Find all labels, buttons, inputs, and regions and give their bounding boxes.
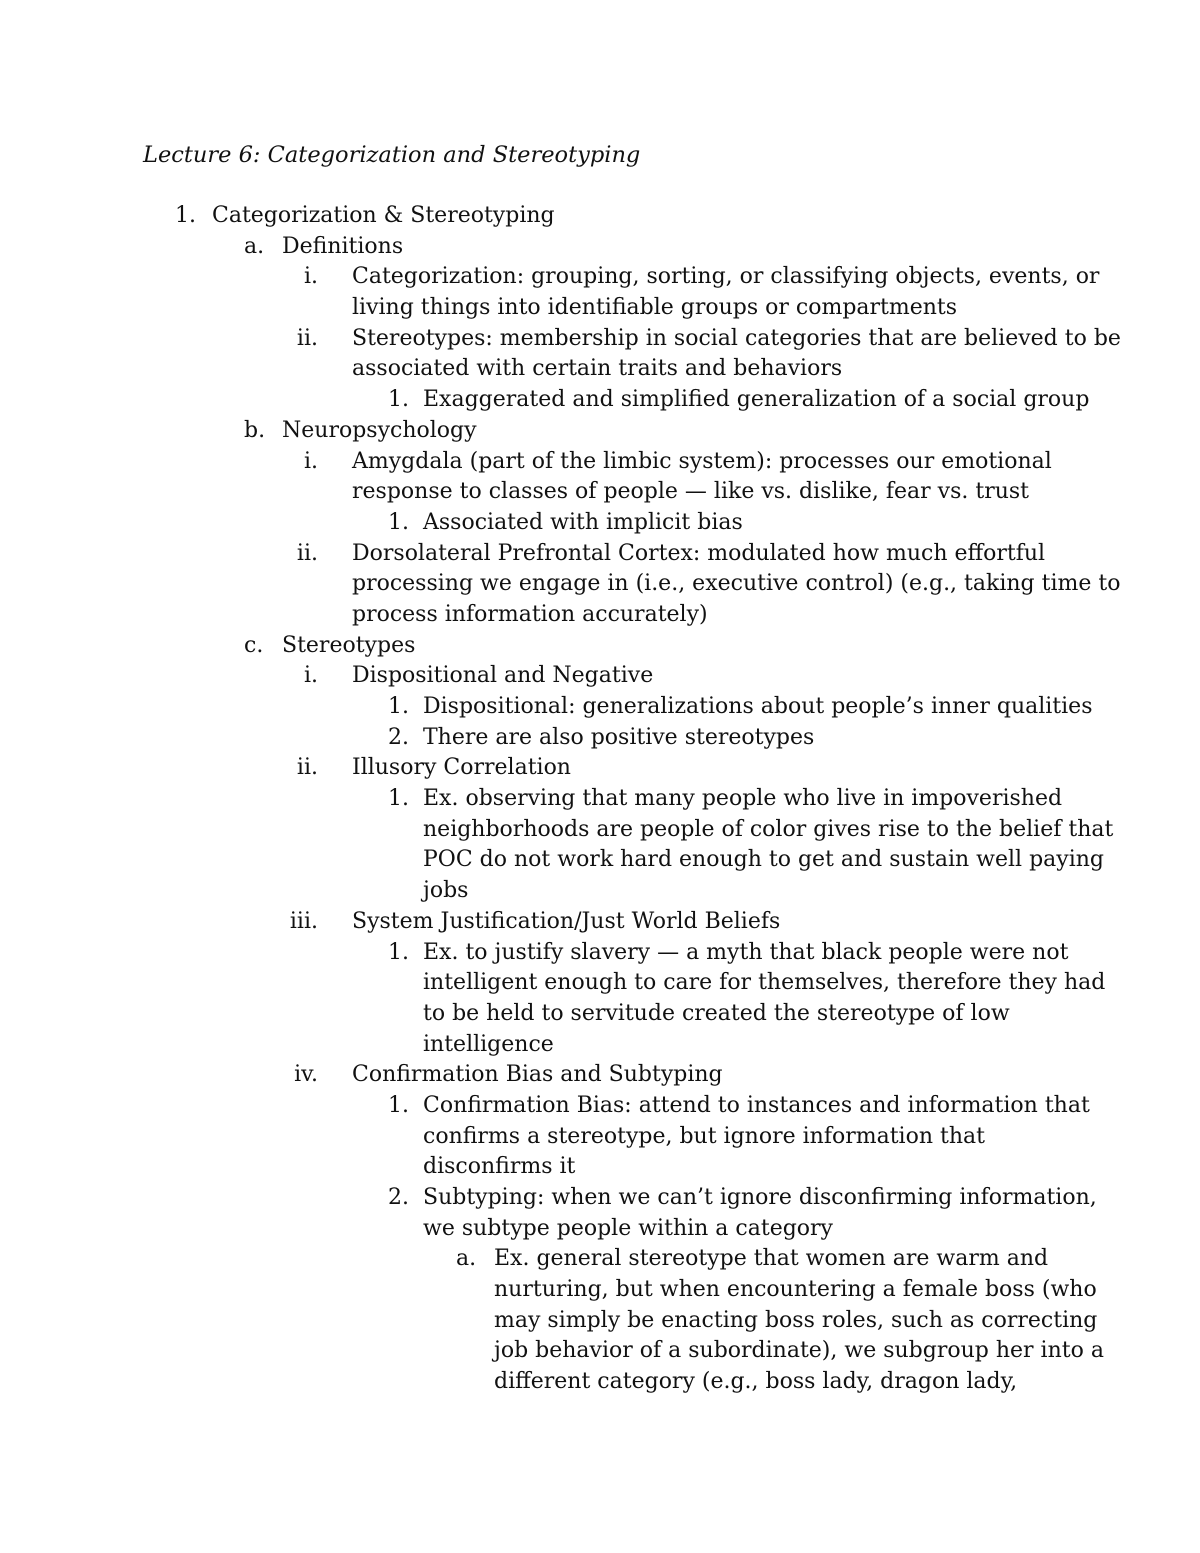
outline-text: System Justification/Just World Beliefs <box>352 908 781 934</box>
outline-line <box>0 1275 1200 1306</box>
outline-text: process information accurately) <box>352 601 708 627</box>
lecture-outline <box>0 201 1200 1398</box>
outline-text: Ex. to justify slavery — a myth that black people were not <box>423 939 1069 965</box>
outline-line <box>0 938 1200 969</box>
outline-text: processing we engage in (i.e., executive control) (e.g., taking time to <box>352 571 1121 597</box>
outline-text: different category (e.g., boss lady, dragon lady, <box>494 1369 1018 1395</box>
outline-item <box>0 1060 1200 1091</box>
outline-text: Dorsolateral Prefrontal Cortex: modulated how much effortful <box>352 540 1046 566</box>
outline-text: Definitions <box>282 233 404 259</box>
outline-text: living things into identifiable groups or compartments <box>352 295 958 321</box>
outline-line <box>0 784 1200 815</box>
outline-text: Illusory Correlation <box>352 755 571 781</box>
outline-line <box>0 569 1200 600</box>
list-marker: iii. <box>289 908 318 934</box>
outline-line <box>0 262 1200 293</box>
outline-text: There are also positive stereotypes <box>423 724 815 750</box>
outline-line <box>0 692 1200 723</box>
list-marker: 2. <box>388 724 409 750</box>
outline-line <box>0 815 1200 846</box>
document-title: Lecture 6: Categorization and Stereotyping <box>143 142 641 168</box>
outline-text: Stereotypes: membership in social categories that are believed to be <box>352 325 1121 351</box>
outline-line <box>0 1367 1200 1398</box>
outline-line <box>0 631 1200 662</box>
outline-line <box>0 907 1200 938</box>
outline-line <box>0 1183 1200 1214</box>
list-marker: ii. <box>296 540 318 566</box>
list-marker: ii. <box>296 325 318 351</box>
outline-line <box>0 845 1200 876</box>
outline-item <box>0 1244 1200 1397</box>
list-marker: i. <box>303 264 318 290</box>
outline-text: Confirmation Bias and Subtyping <box>352 1062 723 1088</box>
list-marker: i. <box>303 663 318 689</box>
outline-item <box>0 539 1200 631</box>
outline-item <box>0 416 1200 447</box>
outline-line <box>0 1336 1200 1367</box>
outline-text: jobs <box>423 878 469 904</box>
list-marker: iv. <box>294 1062 318 1088</box>
outline-line <box>0 385 1200 416</box>
outline-text: intelligent enough to care for themselves, therefore they had <box>423 970 1106 996</box>
outline-text: we subtype people within a category <box>423 1215 833 1241</box>
outline-text: nurturing, but when encountering a female boss (who <box>494 1277 1097 1303</box>
outline-text: Ex. observing that many people who live in impoverished <box>423 786 1063 812</box>
outline-text: neighborhoods are people of color gives rise to the belief that <box>423 816 1114 842</box>
outline-item <box>0 692 1200 723</box>
outline-line <box>0 661 1200 692</box>
outline-item <box>0 723 1200 754</box>
outline-text: Categorization & Stereotyping <box>212 203 555 228</box>
outline-text: Dispositional: generalizations about people’s inner qualities <box>423 694 1093 719</box>
outline-line <box>0 232 1200 263</box>
outline-line <box>0 354 1200 385</box>
list-marker: 1. <box>388 509 409 535</box>
outline-text: response to classes of people — like vs. dislike, fear vs. trust <box>352 479 1030 505</box>
outline-text: Neuropsychology <box>282 417 477 443</box>
outline-line <box>0 293 1200 324</box>
list-marker: i. <box>303 448 318 474</box>
list-marker: 1. <box>388 387 409 413</box>
outline-text: Confirmation Bias: attend to instances and information that <box>423 1092 1090 1118</box>
outline-item <box>0 1183 1200 1244</box>
outline-text: Associated with implicit bias <box>423 509 743 535</box>
list-marker: 1. <box>388 939 409 965</box>
outline-text: confirms a stereotype, but ignore information that <box>423 1123 985 1149</box>
outline-line <box>0 508 1200 539</box>
outline-text: POC do not work hard enough to get and sustain well paying <box>423 847 1104 873</box>
outline-text: disconfirms it <box>423 1154 576 1180</box>
list-marker: c. <box>244 632 264 658</box>
outline-line <box>0 1030 1200 1061</box>
outline-line <box>0 477 1200 508</box>
outline-line <box>0 1091 1200 1122</box>
outline-item <box>0 385 1200 416</box>
outline-line <box>0 416 1200 447</box>
outline-item <box>0 324 1200 385</box>
outline-item <box>0 232 1200 263</box>
list-marker: 1. <box>388 786 409 812</box>
list-marker: 1. <box>388 694 409 719</box>
list-marker: b. <box>244 417 266 443</box>
outline-text: Ex. general stereotype that women are warm and <box>494 1246 1049 1272</box>
list-marker: a. <box>456 1246 477 1272</box>
outline-item <box>0 447 1200 508</box>
outline-line <box>0 876 1200 907</box>
outline-line <box>0 539 1200 570</box>
outline-line <box>0 1060 1200 1091</box>
outline-line <box>0 324 1200 355</box>
outline-line <box>0 447 1200 478</box>
outline-text: to be held to servitude created the stereotype of low <box>423 1000 1010 1026</box>
outline-item <box>0 753 1200 784</box>
outline-item <box>0 784 1200 907</box>
outline-text: Stereotypes <box>282 632 416 658</box>
list-marker: ii. <box>296 755 318 781</box>
outline-line <box>0 723 1200 754</box>
outline-line <box>0 999 1200 1030</box>
list-marker: 1. <box>175 203 196 228</box>
outline-line <box>0 600 1200 631</box>
outline-text: Amygdala (part of the limbic system): processes our emotional <box>352 448 1052 474</box>
outline-line <box>0 1152 1200 1183</box>
outline-item <box>0 907 1200 938</box>
outline-item <box>0 938 1200 1061</box>
outline-line <box>0 201 1200 232</box>
list-marker: a. <box>244 233 265 259</box>
outline-line <box>0 968 1200 999</box>
outline-text: associated with certain traits and behaviors <box>352 356 843 382</box>
outline-item <box>0 262 1200 323</box>
outline-item <box>0 201 1200 232</box>
outline-line <box>0 753 1200 784</box>
outline-item <box>0 631 1200 662</box>
outline-text: Categorization: grouping, sorting, or classifying objects, events, or <box>352 264 1100 290</box>
outline-line <box>0 1122 1200 1153</box>
outline-text: Dispositional and Negative <box>352 663 654 689</box>
outline-text: job behavior of a subordinate), we subgroup her into a <box>494 1338 1104 1364</box>
outline-text: may simply be enacting boss roles, such as correcting <box>494 1307 1098 1333</box>
outline-item <box>0 1091 1200 1183</box>
outline-text: Subtyping: when we can’t ignore disconfirming information, <box>423 1185 1097 1210</box>
outline-text: intelligence <box>423 1031 554 1057</box>
outline-line <box>0 1306 1200 1337</box>
outline-item <box>0 661 1200 692</box>
outline-line <box>0 1214 1200 1245</box>
outline-text: Exaggerated and simplified generalization of a social group <box>423 387 1090 413</box>
outline-item <box>0 508 1200 539</box>
outline-line <box>0 1244 1200 1275</box>
list-marker: 2. <box>388 1185 409 1210</box>
list-marker: 1. <box>388 1092 409 1118</box>
